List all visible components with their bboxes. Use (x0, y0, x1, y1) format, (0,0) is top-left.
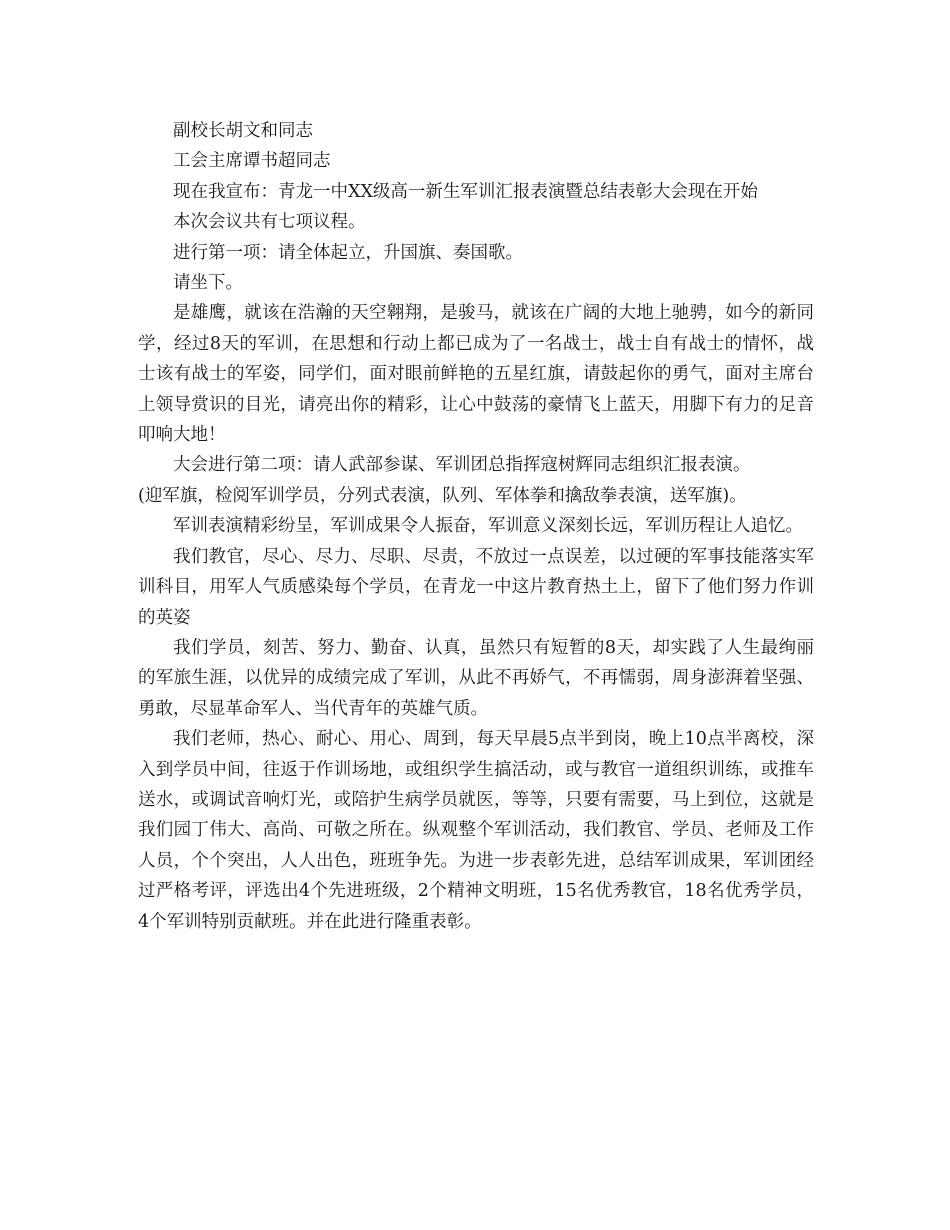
document-body (138, 116, 814, 937)
paragraph-4: 本次会议共有七项议程。 (173, 212, 366, 233)
paragraph-10: 军训表演精彩纷呈，军训成果令人振奋，军训意义深刻长远，军训历程让人追忆。 (173, 516, 803, 537)
paragraph-6: 请坐下。 (173, 273, 243, 294)
paragraph-2: 工会主席谭书超同志 (173, 151, 331, 172)
paragraph-9: (迎军旗，检阅军训学员，分列式表演，队列、军体拳和擒敌拳表演，送军旗)。 (138, 485, 747, 506)
paragraph-5: 进行第一项：请全体起立，升国旗、奏国歌。 (173, 242, 523, 263)
paragraph-11: 我们教官，尽心、尽力、尽职、尽责，不放过一点误差，以过硬的军事技能落实军训科目，用军人气质感染每个学员，在青龙一中这片教育热土上，留下了他们努力作训的英姿 (138, 546, 814, 628)
paragraph-7: 是雄鹰，就该在浩瀚的天空翱翔，是骏马，就该在广阔的大地上驰骋，如今的新同学，经过8天的军训，在思想和行动上都已成为了一名战士，战士自有战士的情怀，战士该有战士的军姿，同学们，面对眼前鲜艳的五星红旗，请鼓起你的勇气，面对主席台上领导赏识的目光，请亮出你的精彩，让心中鼓荡的豪情飞上蓝天，用脚下有力的足音叩响大地！ (138, 303, 814, 446)
paragraph-12: 我们学员，刻苦、努力、勤奋、认真，虽然只有短暂的8天，却实践了人生最绚丽的军旅生涯，以优异的成绩完成了军训，从此不再娇气，不再懦弱，周身澎湃着坚强、勇敢，尽显革命军人、当代青年的英雄气质。 (138, 637, 814, 719)
paragraph-13: 我们老师，热心、耐心、用心、周到，每天早晨5点半到岗，晚上10点半离校，深入到学员中间，往返于作训场地，或组织学生搞活动，或与教官一道组织训练，或推车送水，或调试音响灯光，或陪护生病学员就医，等等，只要有需要，马上到位，这就是我们园丁伟大、高尚、可敬之所在。纵观整个军训活动，我们教官、学员、老师及工作人员，个个突出，人人出色，班班争先。为进一步表彰先进，总结军训成果，军训团经过严格考评，评选出4个先进班级，2个精神文明班，15名优秀教官，18名优秀学员， 4个军训特别贡献班。并在此进行隆重表彰。 (138, 729, 814, 932)
paragraph-8: 大会进行第二项：请人武部参谋、军训团总指挥寇树辉同志组织汇报表演。 (173, 455, 751, 476)
paragraph-1: 副校长胡文和同志 (173, 121, 313, 141)
paragraph-3: 现在我宣布：青龙一中XX级高一新生军训汇报表演暨总结表彰大会现在开始 (173, 181, 758, 202)
